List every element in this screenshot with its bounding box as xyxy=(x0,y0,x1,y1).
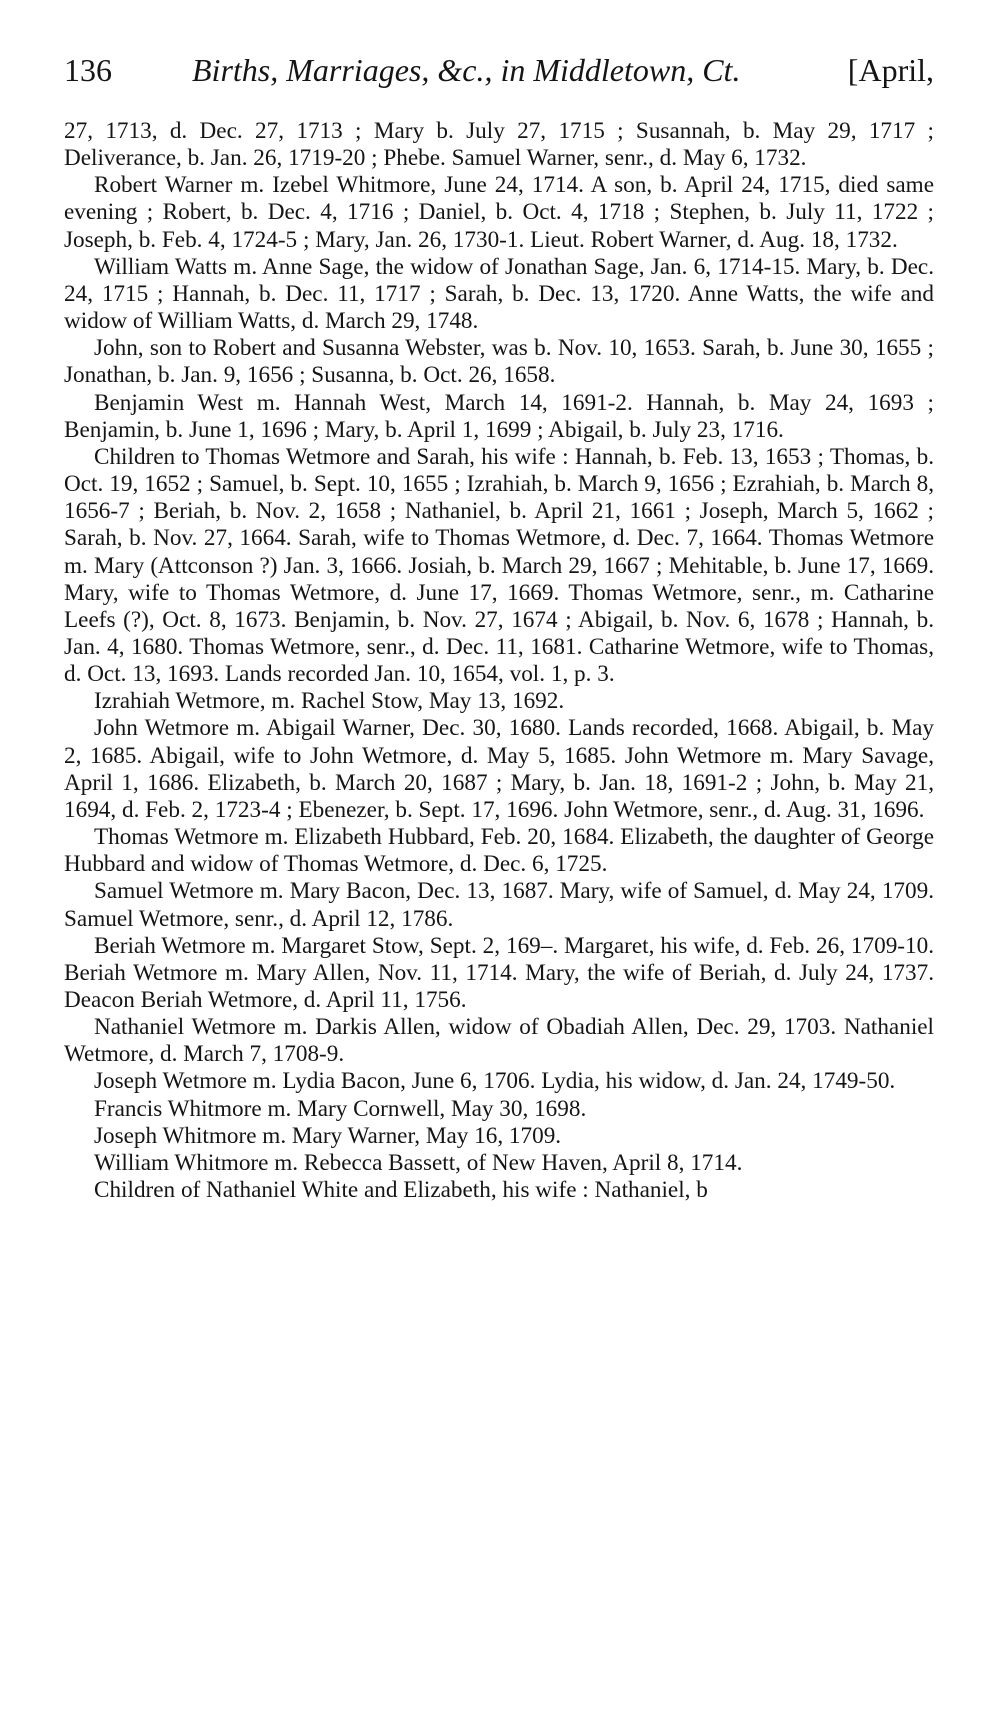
running-date: [April, xyxy=(847,52,934,88)
record-paragraph: William Watts m. Anne Sage, the widow of Jonathan Sage, Jan. 6, 1714-15. Mary, b. Dec. 24, 1715 ; Hannah, b. Dec. 11, 1717 ; Sarah, b. Dec. 13, 1720. Anne Watts, the wife and widow of William Watts, d. March 29, 1748. xyxy=(64,253,934,335)
record-text xyxy=(64,118,934,1204)
record-paragraph: Children of Nathaniel White and Elizabeth, his wife : Nathaniel, b xyxy=(94,1177,708,1204)
record-paragraph: Robert Warner m. Izebel Whitmore, June 24, 1714. A son, b. April 24, 1715, died same evening ; Robert, b. Dec. 4, 1716 ; Daniel, b. Oct. 4, 1718 ; Stephen, b. July 11, 1722 ; Joseph, b. Feb. 4, 1724-5 ; Mary, Jan. 26, 1730-1. Lieut. Robert Warner, d. Aug. 18, 1732. xyxy=(64,172,934,253)
page-header xyxy=(64,46,934,94)
record-paragraph: Benjamin West m. Hannah West, March 14, 1691-2. Hannah, b. May 24, 1693 ; Benjamin, b. June 1, 1696 ; Mary, b. April 1, 1699 ; Abigail, b. July 23, 1716. xyxy=(64,389,934,443)
running-title: Births, Marriages, &c., in Middletown, Ct. xyxy=(192,52,741,88)
record-paragraph: Thomas Wetmore m. Elizabeth Hubbard, Feb. 20, 1684. Elizabeth, the daughter of George Hubbard and widow of Thomas Wetmore, d. Dec. 6, 1725. xyxy=(64,824,934,878)
record-paragraph: John Wetmore m. Abigail Warner, Dec. 30, 1680. Lands recorded, 1668. Abigail, b. May 2, 1685. Abigail, wife to John Wetmore, d. May 5, 1685. John Wetmore m. Mary Savage, April 1, 1686. Elizabeth, b. March 20, 1687 ; Mary, b. Jan. 18, 1691-2 ; John, b. May 21, 1694, d. Feb. 2, 1723-4 ; Ebenezer, b. Sept. 17, 1696. John Wetmore, senr., d. Aug. 31, 1696. xyxy=(64,715,934,823)
record-paragraph: Children to Thomas Wetmore and Sarah, his wife : Hannah, b. Feb. 13, 1653 ; Thomas, b. Oct. 19, 1652 ; Samuel, b. Sept. 10, 1655 ; Izrahiah, b. March 9, 1656 ; Ezrahiah, b. March 8, 1656-7 ; Beriah, b. Nov. 2, 1658 ; Nathaniel, b. April 21, 1661 ; Joseph, March 5, 1662 ; Sarah, b. Nov. 27, 1664. Sarah, wife to Thomas Wetmore, d. Dec. 7, 1664. Thomas Wetmore m. Mary (Attconson ?) Jan. 3, 1666. Josiah, b. March 29, 1667 ; Mehitable, b. June 17, 1669. Mary, wife to Thomas Wetmore, d. June 17, 1669. Thomas Wetmore, senr., m. Catharine Leefs (?), Oct. 8, 1673. Benjamin, b. Nov. 27, 1674 ; Abigail, b. Nov. 6, 1678 ; Hannah, b. Jan. 4, 1680. Thomas Wetmore, senr., d. Dec. 11, 1681. Catharine Wetmore, wife to Thomas, d. Oct. 13, 1693. Lands recorded Jan. 10, 1654, vol. 1, p. 3. xyxy=(64,443,934,688)
page-number: 136 xyxy=(64,52,112,88)
record-paragraph: 27, 1713, d. Dec. 27, 1713 ; Mary b. July 27, 1715 ; Susannah, b. May 29, 1717 ; Deliverance, b. Jan. 26, 1719-20 ; Phebe. Samuel Warner, senr., d. May 6, 1732. xyxy=(64,118,934,172)
record-paragraph: Joseph Whitmore m. Mary Warner, May 16, 1709. xyxy=(94,1122,562,1149)
record-paragraph: Izrahiah Wetmore, m. Rachel Stow, May 13, 1692. xyxy=(94,688,565,715)
record-paragraph: Samuel Wetmore m. Mary Bacon, Dec. 13, 1687. Mary, wife of Samuel, d. May 24, 1709. Samuel Wetmore, senr., d. April 12, 1786. xyxy=(64,878,934,932)
record-paragraph: Nathaniel Wetmore m. Darkis Allen, widow of Obadiah Allen, Dec. 29, 1703. Nathaniel Wetmore, d. March 7, 1708-9. xyxy=(64,1014,934,1068)
record-paragraph: William Whitmore m. Rebecca Bassett, of New Haven, April 8, 1714. xyxy=(94,1149,743,1176)
record-paragraph: Francis Whitmore m. Mary Cornwell, May 30, 1698. xyxy=(94,1095,587,1122)
record-paragraph: Joseph Wetmore m. Lydia Bacon, June 6, 1706. Lydia, his widow, d. Jan. 24, 1749-50. xyxy=(94,1068,896,1095)
record-paragraph: Beriah Wetmore m. Margaret Stow, Sept. 2, 169–. Margaret, his wife, d. Feb. 26, 1709-10. Beriah Wetmore m. Mary Allen, Nov. 11, 1714. Mary, the wife of Beriah, d. July 24, 1737. Deacon Beriah Wetmore, d. April 11, 1756. xyxy=(64,932,934,1013)
record-paragraph: John, son to Robert and Susanna Webster, was b. Nov. 10, 1653. Sarah, b. June 30, 1655 ; Jonathan, b. Jan. 9, 1656 ; Susanna, b. Oct. 26, 1658. xyxy=(64,335,934,389)
